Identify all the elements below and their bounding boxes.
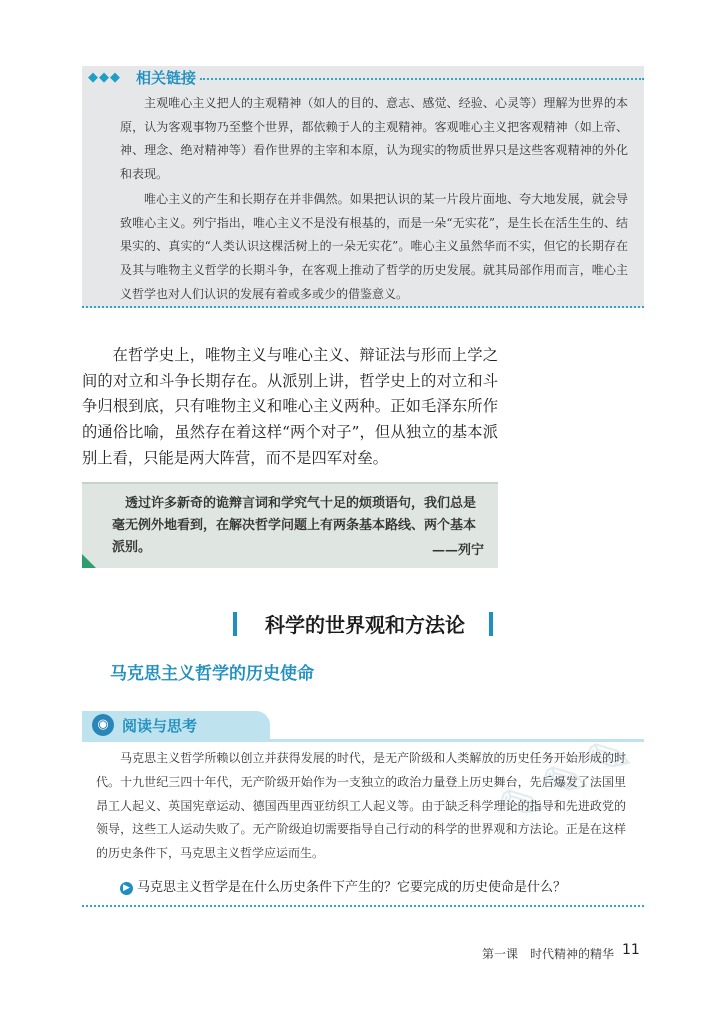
quote-text: 透过许多新奇的诡辩言词和学究气十足的烦琐语句，我们总是毫无例外地看到，在解决哲学问题上有两条基本路线、两个基本派别。 [112, 496, 477, 555]
play-arrow-icon: ▶ [120, 882, 133, 895]
related-links-paragraph-1: 主观唯心主义把人的主观精神（如人的目的、意志、感觉、经验、心灵等）理解为世界的本原，认为客观事物乃至整个世界，都依赖于人的主观精神。客观唯心主义把客观精神（如上帝、神、理念、绝对精神等）看作世界的主宰和本原，认为现实的物质世界只是这些客观精神的外化和表现。 [120, 96, 628, 182]
reading-question-text: 马克思主义哲学是在什么历史条件下产生的？它要完成的历史使命是什么？ [137, 880, 567, 895]
related-links-box [82, 66, 644, 308]
related-links-title: 相关链接 [136, 69, 197, 87]
watermark-icon: ✎✎✎ [488, 718, 649, 843]
section-title: 科学的世界观和方法论 [265, 613, 465, 637]
reading-paragraph: 马克思主义哲学所赖以创立并获得发展的时代，是无产阶级和人类解放的历史任务开始形成的时代。十九世纪三四十年代，无产阶级开始作为一支独立的政治力量登上历史舞台，先后爆发了法国里昂工人起义、英国宪章运动、德国西里西亚纺织工人起义等。由于缺乏科学理论的指导和先进政党的领导，这些工人运动失败了。无产阶级迫切需要指导自己行动的科学的世界观和方法论。正是在这样的历史条件下，马克思主义哲学应运而生。 [96, 751, 626, 861]
page-number: 11 [622, 942, 640, 958]
body-paragraph: 在哲学史上，唯物主义与唯心主义、辩证法与形而上学之间的对立和斗争长期存在。从派别上讲，哲学史上的对立和斗争归根到底，只有唯物主义和唯心主义两种。正如毛泽东所作的通俗比喻，虽然存在着这样“两个对子”，但从独立的基本派别上看，只能是两大阵营，而不是四军对垒。 [82, 346, 498, 467]
reading-box-top-rule [82, 739, 644, 742]
heading-bar-left [233, 612, 237, 636]
globe-icon: ◉ [92, 714, 114, 736]
reading-box-title: 阅读与思考 [122, 717, 198, 735]
quote-box [82, 482, 498, 568]
reading-question [120, 876, 566, 895]
dotted-divider [82, 306, 644, 308]
reading-box-tab [82, 711, 270, 739]
footer-chapter: 第一课 时代精神的精华 [482, 947, 615, 961]
diamond-bullets-icon: ◆◆◆ [88, 70, 121, 85]
related-links-paragraph-2: 唯心主义的产生和长期存在并非偶然。如果把认识的某一片段片面地、夸大地发展，就会导致唯心主义。列宁指出，唯心主义不是没有根基的，而是一朵“无实花”，是生长在活生生的、结果实的、真实的“人类认识这棵活树上的一朵无实花”。唯心主义虽然华而不实，但它的长期存在及其与唯物主义哲学的长期斗争，在客观上推动了哲学的历史发展。就其局部作用而言，唯心主义哲学也对人们认识的发展有着或多或少的借鉴意义。 [120, 192, 628, 301]
corner-triangle-icon [82, 554, 96, 568]
dotted-divider [200, 78, 644, 80]
quote-author: ——列宁 [431, 543, 484, 558]
heading-bar-right [489, 612, 493, 636]
dotted-divider [82, 905, 644, 907]
sub-heading: 马克思主义哲学的历史使命 [110, 664, 314, 684]
